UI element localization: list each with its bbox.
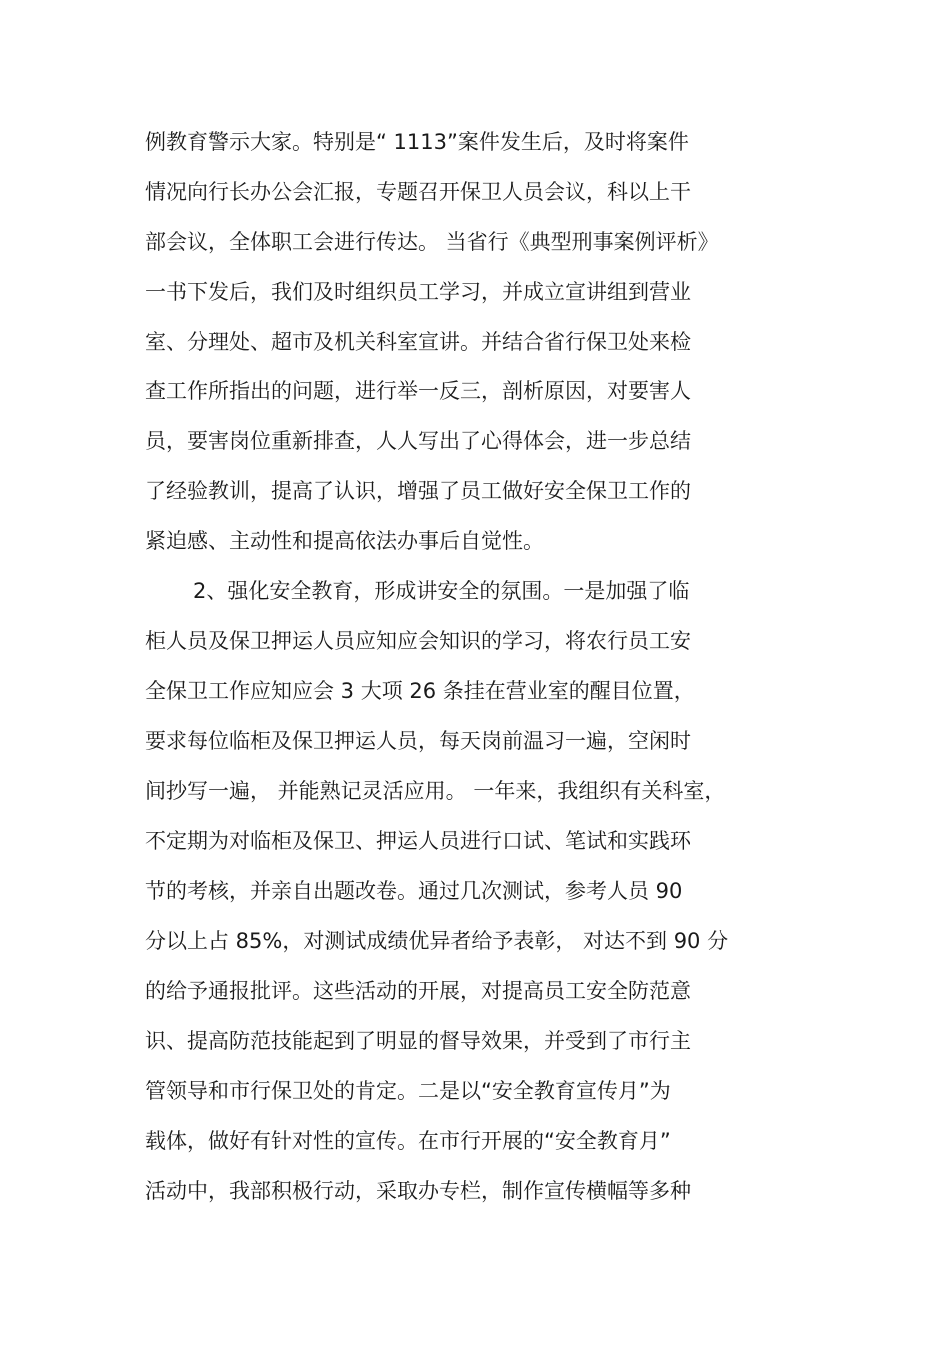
text-line: 分以上占 85%，对测试成绩优异者给予表彰， 对达不到 90 分 bbox=[145, 929, 729, 953]
text-line: 员，要害岗位重新排查，人人写出了心得体会，进一步总结 bbox=[145, 429, 691, 453]
text-line: 间抄写一遍， 并能熟记灵活应用。 一年来，我组织有关科室， bbox=[145, 779, 726, 803]
text-line: 的给予通报批评。这些活动的开展，对提高员工安全防范意 bbox=[145, 979, 691, 1003]
text-line: 不定期为对临柜及保卫、押运人员进行口试、笔试和实践环 bbox=[145, 829, 691, 853]
text-line: 室、分理处、超市及机关科室宣讲。并结合省行保卫处来检 bbox=[145, 330, 691, 354]
text-line: 例教育警示大家。特别是“ 1113”案件发生后，及时将案件 bbox=[145, 130, 689, 154]
text-line: 载体，做好有针对性的宣传。在市行开展的“安全教育月” bbox=[145, 1129, 671, 1153]
text-line: 情况向行长办公会汇报，专题召开保卫人员会议，科以上干 bbox=[145, 180, 691, 204]
text-line: 部会议，全体职工会进行传达。 当省行《典型刑事案例评析》 bbox=[145, 230, 719, 254]
paragraph-first-line: 2、强化安全教育，形成讲安全的氛围。一是加强了临 bbox=[193, 579, 690, 603]
text-line: 管领导和市行保卫处的肯定。二是以“安全教育宣传月”为 bbox=[145, 1079, 671, 1103]
text-line: 识、提高防范技能起到了明显的督导效果，并受到了市行主 bbox=[145, 1029, 691, 1053]
text-line: 要求每位临柜及保卫押运人员，每天岗前温习一遍，空闲时 bbox=[145, 729, 691, 753]
text-line: 紧迫感、主动性和提高依法办事后自觉性。 bbox=[145, 529, 544, 553]
text-line: 柜人员及保卫押运人员应知应会知识的学习，将农行员工安 bbox=[145, 629, 691, 653]
text-line: 全保卫工作应知应会 3 大项 26 条挂在营业室的醒目位置， bbox=[145, 679, 695, 703]
text-line: 活动中，我部积极行动，采取办专栏，制作宣传横幅等多种 bbox=[145, 1179, 691, 1203]
text-line: 一书下发后，我们及时组织员工学习，并成立宣讲组到营业 bbox=[145, 280, 691, 304]
text-line: 节的考核，并亲自出题改卷。通过几次测试，参考人员 90 bbox=[145, 879, 683, 903]
text-line: 了经验教训，提高了认识，增强了员工做好安全保卫工作的 bbox=[145, 479, 691, 503]
text-line: 查工作所指出的问题，进行举一反三，剖析原因，对要害人 bbox=[145, 379, 691, 403]
